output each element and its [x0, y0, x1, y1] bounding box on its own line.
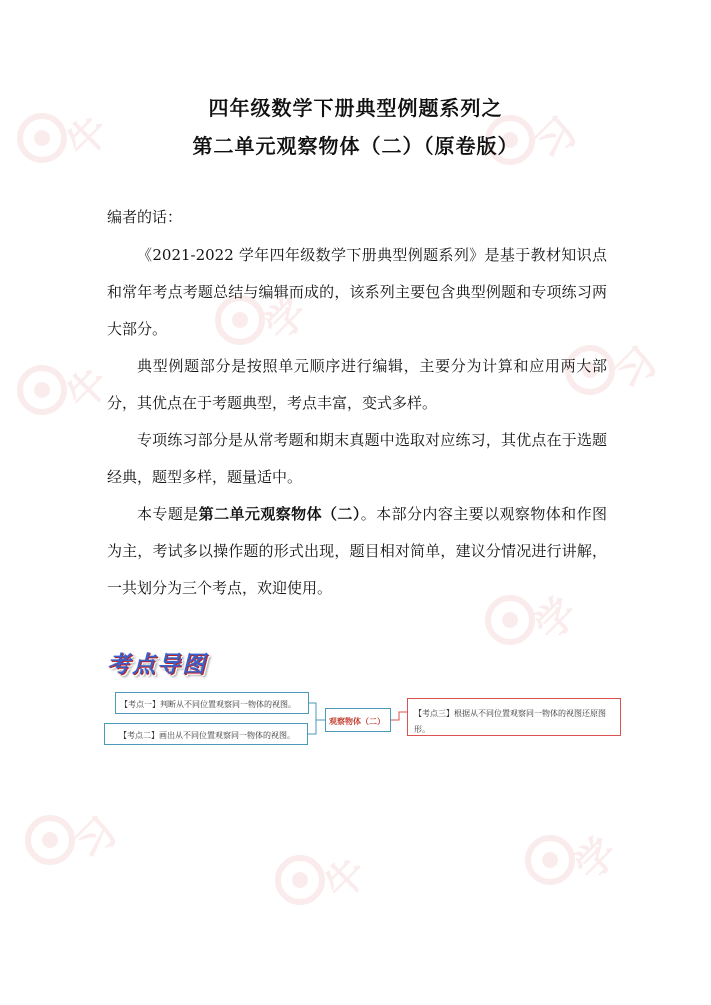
document-title-line2: 第二单元观察物体（二）（原卷版） [192, 134, 519, 158]
topic-prefix: 本专题是 [137, 505, 199, 523]
svg-text:习: 习 [66, 808, 127, 870]
svg-text:牛: 牛 [58, 358, 119, 420]
svg-text:牛: 牛 [316, 848, 377, 910]
mindmap-center-node: 观察物体（二） [325, 708, 391, 732]
svg-text:习: 习 [526, 108, 587, 170]
svg-text:学: 学 [526, 588, 587, 650]
svg-text:习: 习 [606, 338, 667, 400]
svg-text:学: 学 [566, 828, 627, 890]
mindmap-node-point2: 【考点二】画出从不同位置观察同一物体的视图。 [104, 723, 308, 745]
example-section-paragraph: 典型例题部分是按照单元顺序进行编辑，主要分为计算和应用两大部分，其优点在于考题典型，考点丰富，变式多样。 [107, 357, 607, 412]
svg-text:牛: 牛 [58, 106, 119, 168]
watermark-logo [270, 820, 390, 940]
svg-text:学: 学 [256, 288, 317, 350]
watermark-logo [520, 800, 640, 920]
topic-name: 第二单元观察物体（二） [198, 505, 361, 523]
mindmap-node-point3: 【考点三】根据从不同位置观察同一物体的视图还原图形。 [407, 698, 621, 736]
section-heading: 考点导图 [107, 652, 207, 678]
topic-paragraph [107, 496, 607, 607]
mindmap-node-point1: 【考点一】判断从不同位置观察同一物体的视图。 [115, 692, 309, 714]
watermark-logo [20, 780, 140, 900]
document-title-line1: 四年级数学下册典型例题系列之 [208, 96, 503, 120]
practice-section-paragraph: 专项练习部分是从常考题和期末真题中选取对应练习，其优点在于选题经典，题型多样，题量适中。 [107, 431, 607, 486]
topic-suffix: 。本部分内容主要以观察物体和作图为主，考试多以操作题的形式出现，题目相对简单，建议分情况进行讲解，一共划分为三个考点，欢迎使用。 [107, 505, 607, 597]
intro-paragraph: 《2021-2022 学年四年级数学下册典型例题系列》是基于教材知识点和常年考点考题总结与编辑而成的，该系列主要包含典型例题和专项练习两大部分。 [107, 246, 607, 338]
editor-note-label: 编者的话： [107, 208, 183, 226]
